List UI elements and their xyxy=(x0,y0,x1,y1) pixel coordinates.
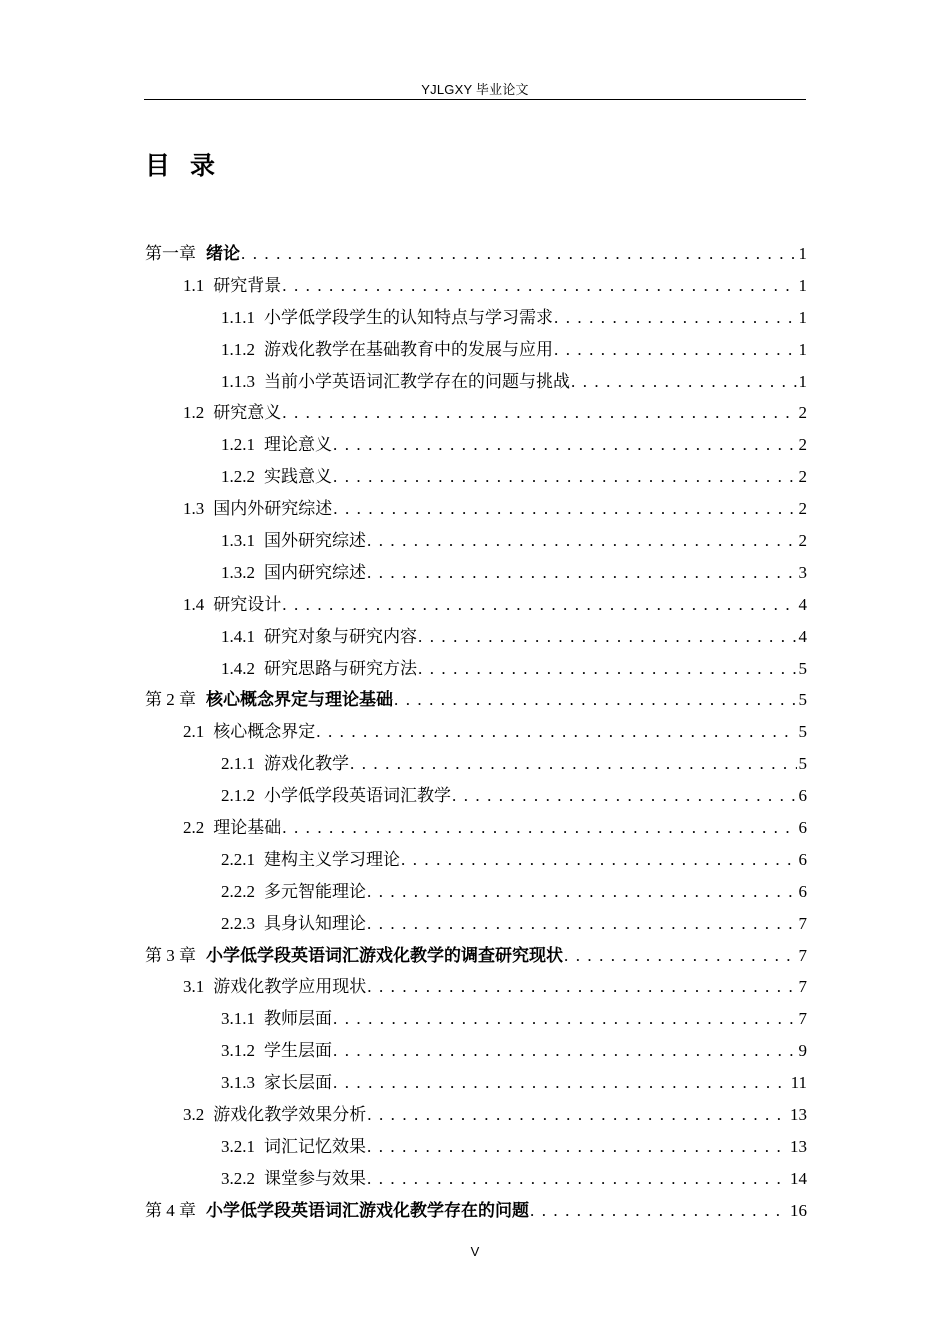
toc-entry[interactable] xyxy=(145,621,807,653)
toc-entry[interactable] xyxy=(145,334,807,366)
toc-entry-number: 3.1.2 xyxy=(221,1041,255,1061)
toc-entry-page: 13 xyxy=(790,1136,807,1156)
dot-leader xyxy=(367,1131,788,1163)
dot-leader xyxy=(333,493,796,525)
dot-leader xyxy=(571,366,797,398)
dot-leader xyxy=(282,812,796,844)
toc-entry-page: 2 xyxy=(798,467,807,487)
toc-entry-page: 7 xyxy=(798,945,807,965)
toc-entry-page: 1 xyxy=(798,339,807,359)
toc-entry[interactable] xyxy=(145,1003,807,1035)
toc-entry-title: 游戏化教学效果分析 xyxy=(213,1105,367,1125)
toc-entry-title: 核心概念界定与理论基础 xyxy=(206,690,393,710)
toc-entry[interactable] xyxy=(145,1131,807,1163)
toc-entry-title: 国内外研究综述 xyxy=(213,499,333,519)
dot-leader xyxy=(282,397,796,429)
toc-entry-title: 当前小学英语词汇教学存在的问题与挑战 xyxy=(264,371,570,391)
toc-entry[interactable] xyxy=(145,716,807,748)
toc-entry-page: 5 xyxy=(798,754,807,774)
toc-entry-page: 6 xyxy=(798,849,807,869)
toc-entry-title: 小学低学段英语词汇教学 xyxy=(264,786,451,806)
toc-entry[interactable] xyxy=(145,302,807,334)
header-rule xyxy=(144,99,806,100)
toc-entry-title: 小学低学段英语词汇游戏化教学存在的问题 xyxy=(206,1200,529,1220)
toc-entry-page: 5 xyxy=(798,690,807,710)
toc-entry-page: 2 xyxy=(798,531,807,551)
toc-entry[interactable] xyxy=(145,940,807,972)
toc-entry-title: 游戏化教学在基础教育中的发展与应用 xyxy=(264,339,553,359)
toc-entry[interactable] xyxy=(145,812,807,844)
toc-entry-page: 6 xyxy=(798,786,807,806)
toc-entry-page: 7 xyxy=(798,1009,807,1029)
toc-entry-page: 2 xyxy=(798,499,807,519)
toc-entry[interactable] xyxy=(145,780,807,812)
toc-entry[interactable] xyxy=(145,1099,807,1131)
toc-entry-title: 建构主义学习理论 xyxy=(264,849,400,869)
page-number: V xyxy=(470,1244,480,1259)
toc-entry-title: 家长层面 xyxy=(264,1073,332,1093)
toc-entry-title: 理论意义 xyxy=(264,435,332,455)
toc-entry[interactable] xyxy=(145,429,807,461)
dot-leader xyxy=(367,908,797,940)
toc-entry-title: 国内研究综述 xyxy=(264,562,366,582)
toc-entry-page: 1 xyxy=(798,244,807,263)
dot-leader xyxy=(282,270,796,302)
dot-leader xyxy=(452,780,797,812)
toc-entry-title: 实践意义 xyxy=(264,467,332,487)
toc-entry-number: 2.2 xyxy=(183,818,205,838)
dot-leader xyxy=(367,557,797,589)
dot-leader xyxy=(367,525,797,557)
toc-entry-number: 3.2.2 xyxy=(221,1168,255,1188)
toc-entry-page: 4 xyxy=(798,594,807,614)
toc-entry-title: 国外研究综述 xyxy=(264,531,366,551)
dot-leader xyxy=(530,1195,788,1227)
dot-leader xyxy=(367,1163,788,1195)
toc-entry[interactable] xyxy=(145,397,807,429)
dot-leader xyxy=(333,429,797,461)
toc-entry-title: 学生层面 xyxy=(264,1041,332,1061)
toc-entry[interactable] xyxy=(145,653,807,685)
toc-entry[interactable] xyxy=(145,908,807,940)
toc-entry-number: 1.2 xyxy=(183,403,205,423)
toc-entry[interactable] xyxy=(145,844,807,876)
dot-leader xyxy=(367,876,797,908)
toc-entry-page: 1 xyxy=(798,275,807,295)
toc-entry[interactable] xyxy=(145,1195,807,1227)
toc-entry-number: 3.1.1 xyxy=(221,1009,255,1029)
toc-entry-number: 2.1.1 xyxy=(221,754,255,774)
toc-entry-number: 1.1.1 xyxy=(221,307,255,327)
dot-leader xyxy=(418,621,797,653)
toc-entry-title: 课堂参与效果 xyxy=(264,1168,366,1188)
toc-entry-page: 14 xyxy=(790,1168,807,1188)
toc-entry-page: 9 xyxy=(798,1041,807,1061)
dot-leader xyxy=(401,844,797,876)
dot-leader xyxy=(316,716,796,748)
running-header: YJLGXY 毕业论文 xyxy=(421,82,529,97)
dot-leader xyxy=(333,1003,797,1035)
toc-entry-title: 研究背景 xyxy=(213,275,282,295)
toc-entry-number: 2.2.2 xyxy=(221,881,255,901)
toc-entry[interactable] xyxy=(145,270,807,302)
toc-entry-page: 7 xyxy=(798,977,807,997)
toc-entry-number: 1.3.1 xyxy=(221,531,255,551)
toc-entry[interactable] xyxy=(145,684,807,716)
toc-entry[interactable] xyxy=(145,1163,807,1195)
toc-entry-page: 7 xyxy=(798,913,807,933)
dot-leader xyxy=(241,238,797,270)
toc-entry-title: 研究对象与研究内容 xyxy=(264,626,417,646)
toc-entry-number: 3.1 xyxy=(183,977,205,997)
toc-entry-title: 理论基础 xyxy=(213,818,282,838)
toc-entry-title: 游戏化教学应用现状 xyxy=(213,977,367,997)
toc-entry[interactable] xyxy=(145,748,807,780)
toc-entry-title: 词汇记忆效果 xyxy=(264,1136,366,1156)
dot-leader xyxy=(333,461,797,493)
toc-entry-title: 多元智能理论 xyxy=(264,881,366,901)
toc-entry[interactable] xyxy=(145,589,807,621)
toc-entry-title: 游戏化教学 xyxy=(264,754,349,774)
toc-entry-title: 小学低学段英语词汇游戏化教学的调查研究现状 xyxy=(206,945,563,965)
toc-entry-number: 1.2.2 xyxy=(221,467,255,487)
toc-entry-number: 1.1.3 xyxy=(221,371,255,391)
toc-entry-number: 1.1 xyxy=(183,275,205,295)
toc-entry-number: 1.4.2 xyxy=(221,658,255,678)
toc-entry[interactable] xyxy=(145,238,807,270)
toc-entry-number: 2.2.3 xyxy=(221,913,255,933)
toc-entry-number: 3.2.1 xyxy=(221,1136,255,1156)
toc-entry-page: 2 xyxy=(798,435,807,455)
toc-entry-number: 第 3 章 xyxy=(145,945,196,965)
toc-entry-page: 5 xyxy=(798,722,807,742)
toc-entry-page: 11 xyxy=(790,1073,807,1093)
dot-leader xyxy=(367,1099,788,1131)
toc-entry-number: 第 2 章 xyxy=(145,690,196,710)
toc-entry-title: 绪论 xyxy=(206,244,240,263)
dot-leader xyxy=(394,684,797,716)
toc-entry[interactable] xyxy=(145,876,807,908)
toc-entry-page: 2 xyxy=(798,403,807,423)
toc-entry-number: 第一章 xyxy=(145,244,196,263)
toc-entry[interactable] xyxy=(145,1035,807,1067)
dot-leader xyxy=(333,1035,797,1067)
toc-entry[interactable] xyxy=(145,461,807,493)
toc-entry-page: 1 xyxy=(798,371,807,391)
toc-entry-title: 研究意义 xyxy=(213,403,282,423)
toc-entry-title: 核心概念界定 xyxy=(213,722,316,742)
toc-entry-number: 3.1.3 xyxy=(221,1073,255,1093)
toc-entry-page: 6 xyxy=(798,818,807,838)
table-of-contents xyxy=(145,238,807,1227)
toc-entry-page: 16 xyxy=(790,1200,807,1220)
toc-entry-title: 教师层面 xyxy=(264,1009,332,1029)
toc-entry[interactable] xyxy=(145,493,807,525)
toc-heading: 目录 xyxy=(145,151,236,180)
toc-entry[interactable] xyxy=(145,557,807,589)
toc-entry-title: 研究设计 xyxy=(213,594,282,614)
toc-entry-number: 第 4 章 xyxy=(145,1200,196,1220)
dot-leader xyxy=(554,334,797,366)
toc-entry[interactable] xyxy=(145,366,807,398)
toc-entry-number: 1.3.2 xyxy=(221,562,255,582)
toc-entry-page: 5 xyxy=(798,658,807,678)
toc-entry-title: 具身认知理论 xyxy=(264,913,366,933)
toc-entry-page: 1 xyxy=(798,307,807,327)
dot-leader xyxy=(554,302,797,334)
toc-entry-number: 2.2.1 xyxy=(221,849,255,869)
toc-entry-page: 4 xyxy=(798,626,807,646)
toc-entry-title: 小学低学段学生的认知特点与学习需求 xyxy=(264,307,553,327)
toc-entry[interactable] xyxy=(145,525,807,557)
toc-entry-number: 1.4 xyxy=(183,594,205,614)
toc-entry-title: 研究思路与研究方法 xyxy=(264,658,417,678)
dot-leader xyxy=(418,653,797,685)
toc-entry-number: 2.1.2 xyxy=(221,786,255,806)
toc-entry-page: 3 xyxy=(798,562,807,582)
dot-leader xyxy=(350,748,797,780)
toc-entry-number: 3.2 xyxy=(183,1105,205,1125)
toc-entry[interactable] xyxy=(145,1067,807,1099)
toc-entry-number: 2.1 xyxy=(183,722,205,742)
toc-entry-number: 1.2.1 xyxy=(221,435,255,455)
dot-leader xyxy=(282,589,796,621)
toc-entry-number: 1.4.1 xyxy=(221,626,255,646)
toc-entry-page: 13 xyxy=(790,1105,807,1125)
dot-leader xyxy=(564,940,797,972)
toc-entry-page: 6 xyxy=(798,881,807,901)
dot-leader xyxy=(367,971,796,1003)
dot-leader xyxy=(333,1067,789,1099)
toc-entry-number: 1.1.2 xyxy=(221,339,255,359)
toc-entry[interactable] xyxy=(145,971,807,1003)
toc-entry-number: 1.3 xyxy=(183,499,205,519)
